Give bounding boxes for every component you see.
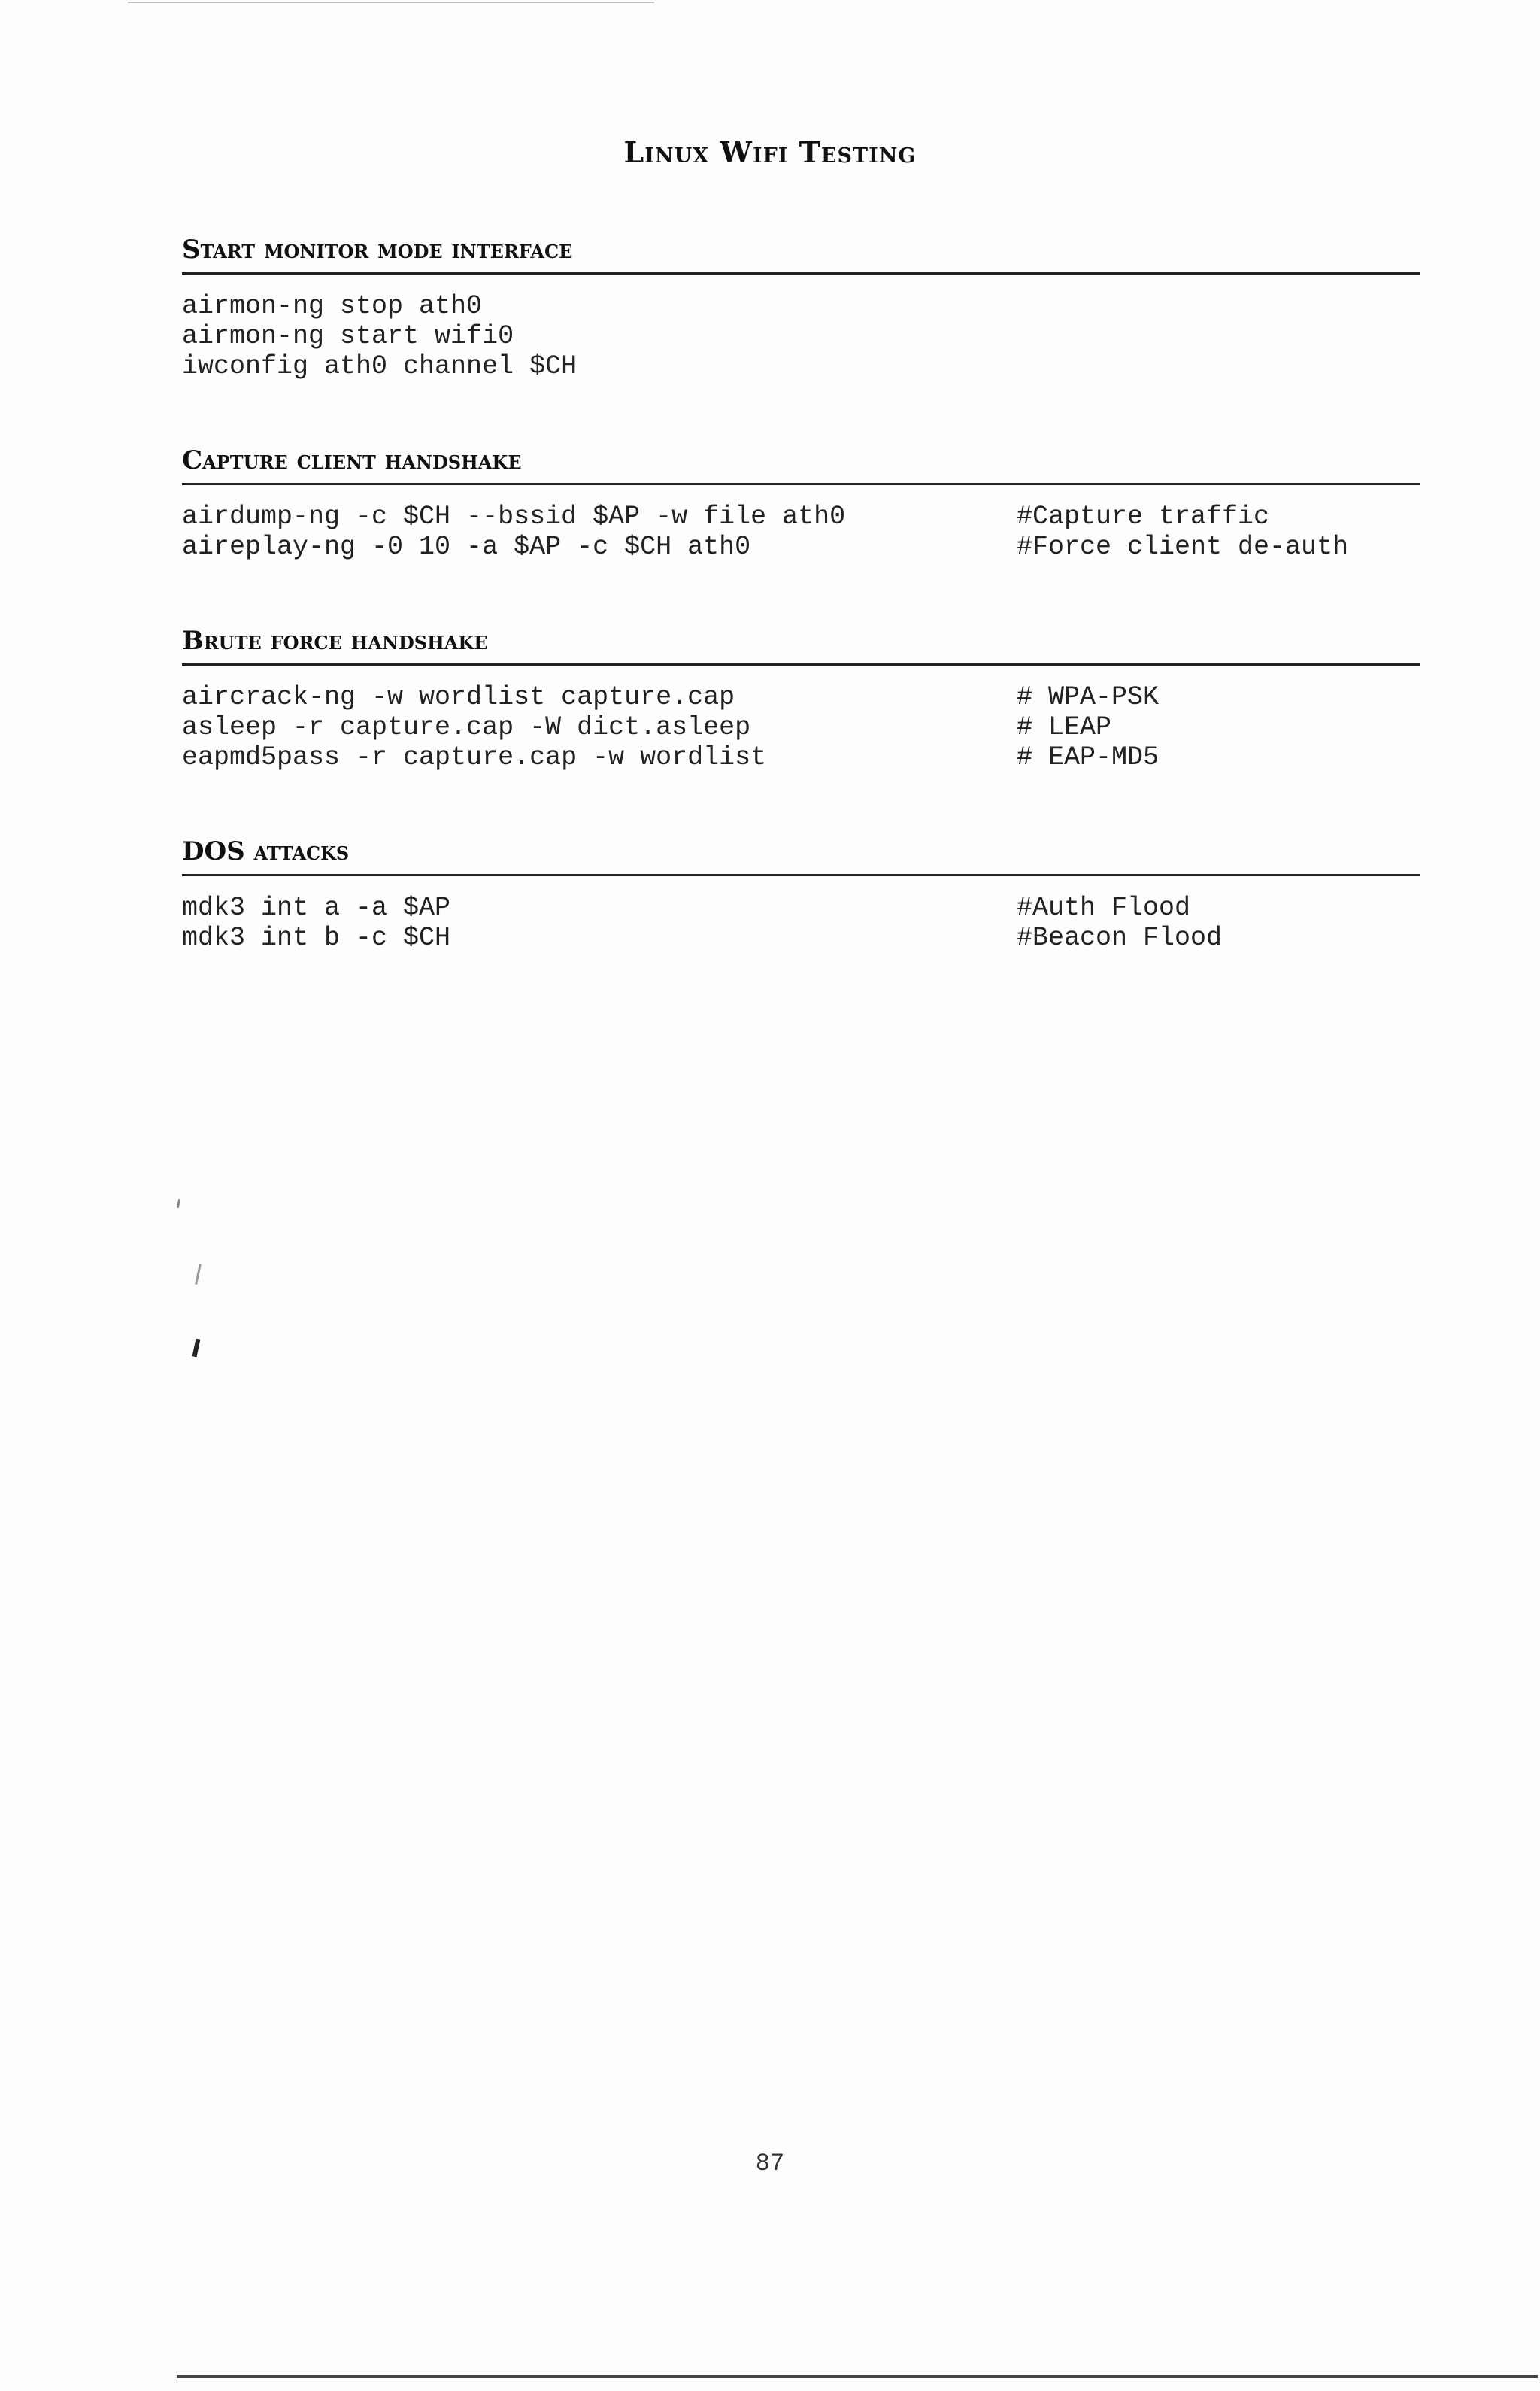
command-row bbox=[182, 712, 1420, 742]
command-block bbox=[182, 893, 1420, 953]
command-text: airdump-ng -c $CH --bssid $AP -w file ath0 bbox=[182, 502, 846, 532]
section-heading: DOS attacks bbox=[182, 835, 1420, 876]
scan-speck bbox=[192, 1339, 201, 1358]
command-block bbox=[182, 502, 1420, 562]
section-brute-force bbox=[182, 624, 1420, 772]
command-row bbox=[182, 742, 1420, 772]
command-comment: #Beacon Flood bbox=[1017, 923, 1223, 953]
command-block bbox=[182, 291, 1420, 381]
command-row bbox=[182, 893, 1420, 923]
command-comment bbox=[1017, 321, 1420, 351]
command-comment bbox=[1017, 351, 1420, 381]
section-heading: Start monitor mode interface bbox=[182, 233, 1420, 275]
command-block bbox=[182, 682, 1420, 772]
command-row bbox=[182, 682, 1420, 712]
command-text: airmon-ng stop ath0 bbox=[182, 291, 483, 321]
command-text: aireplay-ng -0 10 -a $AP -c $CH ath0 bbox=[182, 532, 751, 562]
command-row bbox=[182, 923, 1420, 953]
command-row bbox=[182, 532, 1420, 562]
command-comment: #Capture traffic bbox=[1017, 502, 1270, 532]
command-comment bbox=[1017, 291, 1420, 321]
bottom-edge-rule bbox=[177, 2375, 1538, 2378]
command-row bbox=[182, 321, 1420, 351]
command-comment: # WPA-PSK bbox=[1017, 682, 1160, 712]
section-dos-attacks bbox=[182, 835, 1420, 953]
section-monitor-mode bbox=[182, 233, 1420, 381]
scan-speck bbox=[177, 1199, 180, 1208]
command-text: iwconfig ath0 channel $CH bbox=[182, 351, 578, 381]
command-text: aircrack-ng -w wordlist capture.cap bbox=[182, 682, 735, 712]
command-row bbox=[182, 351, 1420, 381]
command-comment: #Force client de-auth bbox=[1017, 532, 1349, 562]
command-row bbox=[182, 291, 1420, 321]
command-text: asleep -r capture.cap -W dict.asleep bbox=[182, 712, 751, 742]
top-edge-rule bbox=[128, 2, 654, 3]
command-comment: # LEAP bbox=[1017, 712, 1112, 742]
scan-speck bbox=[195, 1264, 202, 1285]
command-comment: # EAP-MD5 bbox=[1017, 742, 1160, 772]
command-row bbox=[182, 502, 1420, 532]
section-heading: Capture client handshake bbox=[182, 444, 1420, 485]
command-text: eapmd5pass -r capture.cap -w wordlist bbox=[182, 742, 767, 772]
command-comment: #Auth Flood bbox=[1017, 893, 1191, 923]
command-text: airmon-ng start wifi0 bbox=[182, 321, 514, 351]
command-text: mdk3 int b -c $CH bbox=[182, 923, 451, 953]
command-text: mdk3 int a -a $AP bbox=[182, 893, 451, 923]
page-number: 87 bbox=[755, 2150, 785, 2177]
section-heading: Brute force handshake bbox=[182, 624, 1420, 666]
page-title: Linux Wifi Testing bbox=[623, 135, 917, 169]
section-capture-handshake bbox=[182, 444, 1420, 562]
